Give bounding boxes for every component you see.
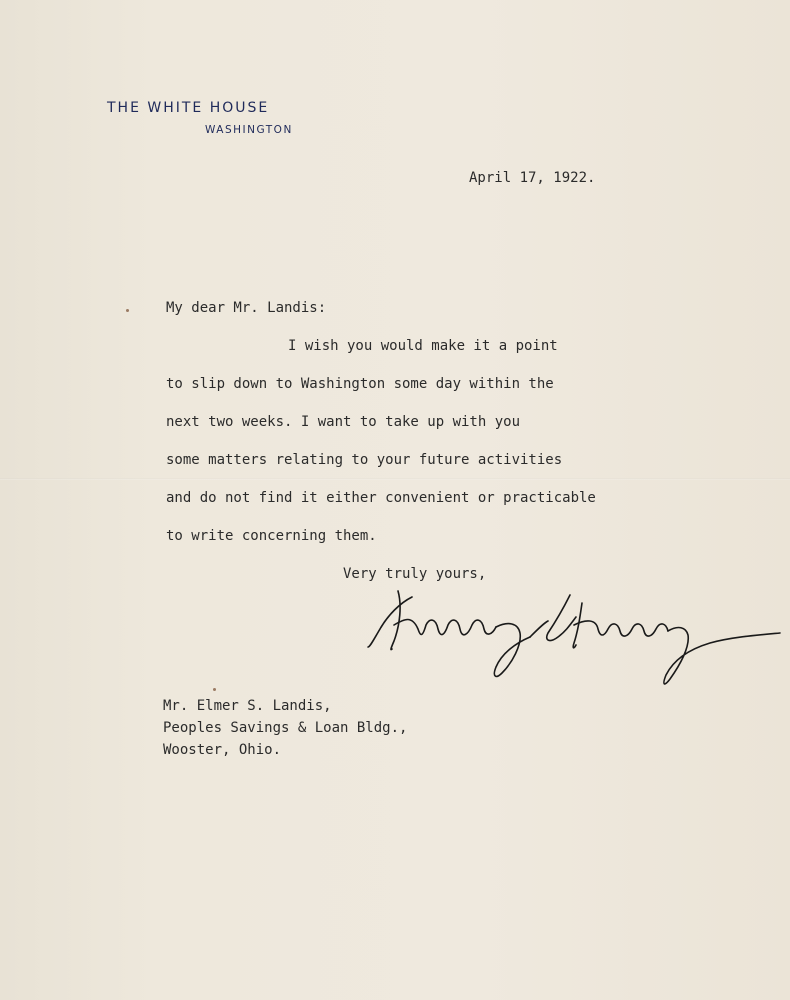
body-line: some matters relating to your future activities (166, 452, 563, 468)
body-line: and do not find it either convenient or practicable (166, 490, 596, 506)
letterhead-location: WASHINGTON (205, 124, 293, 136)
letter-date: April 17, 1922. (469, 170, 596, 186)
body-line: I wish you would make it a point (288, 338, 558, 354)
body-line: to slip down to Washington some day within the (166, 376, 554, 392)
body-line: next two weeks. I want to take up with you (166, 414, 521, 430)
body-line: to write concerning them. (166, 528, 377, 544)
ink-speck (213, 688, 216, 691)
recipient-name: Mr. Elmer S. Landis, (163, 698, 332, 714)
fold-crease (0, 478, 790, 480)
recipient-city: Wooster, Ohio. (163, 742, 282, 758)
ink-speck (126, 309, 129, 312)
closing: Very truly yours, (343, 566, 487, 582)
recipient-street: Peoples Savings & Loan Bldg., (163, 720, 408, 736)
signature-image (360, 585, 785, 700)
letterhead-title: THE WHITE HOUSE (107, 100, 270, 116)
salutation: My dear Mr. Landis: (166, 300, 327, 316)
